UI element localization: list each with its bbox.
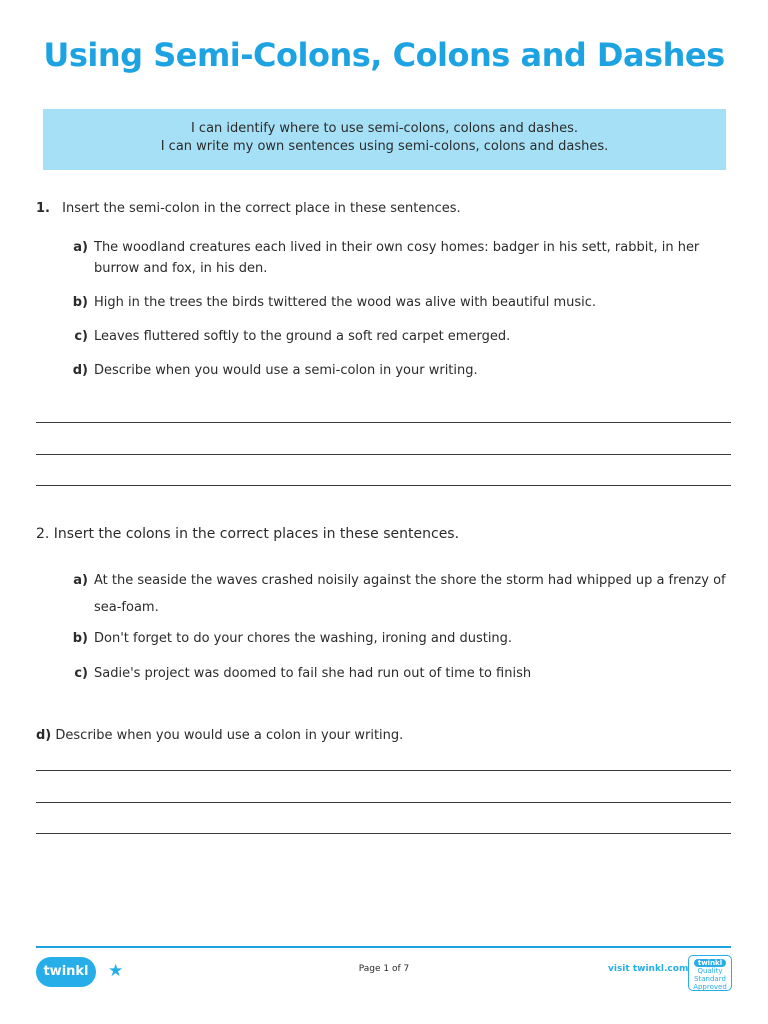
badge-logo: twinkl xyxy=(694,959,726,967)
item-text: Don't forget to do your chores the washing, ironing and dusting. xyxy=(94,631,513,646)
item-letter: b) xyxy=(72,631,88,646)
question-1-item-d xyxy=(57,360,737,381)
answer-line[interactable] xyxy=(36,454,731,455)
question-1-item-b xyxy=(57,292,737,313)
page-title: Using Semi-Colons, Colons and Dashes xyxy=(43,36,725,74)
objective-2: I can write my own sentences using semi-colons, colons and dashes. xyxy=(160,139,609,154)
question-1-heading xyxy=(36,201,461,216)
badge-line-2: Approved xyxy=(693,983,727,991)
objective-1: I can identify where to use semi-colons, colons and dashes. xyxy=(190,121,579,136)
answer-line[interactable] xyxy=(36,802,731,803)
item-letter: c) xyxy=(74,666,88,681)
badge-line-1: Quality Standard xyxy=(694,967,726,983)
footer-divider xyxy=(36,946,731,948)
question-1-prompt: Insert the semi-colon in the correct place in these sentences. xyxy=(62,201,461,216)
twinkl-logo[interactable]: twinkl xyxy=(36,957,96,987)
item-letter: a) xyxy=(73,573,88,588)
quality-badge xyxy=(688,955,732,991)
answer-line[interactable] xyxy=(36,833,731,834)
question-2-item-b xyxy=(57,628,737,649)
item-letter: a) xyxy=(73,240,88,255)
question-1-item-a xyxy=(57,237,737,279)
item-letter: d) xyxy=(36,728,52,743)
learning-objectives-box xyxy=(43,109,726,170)
item-letter: b) xyxy=(72,295,88,310)
question-2-heading: 2. Insert the colons in the correct places in these sentences. xyxy=(36,526,460,542)
page-number: Page 1 of 7 xyxy=(358,964,410,974)
item-text: Leaves fluttered softly to the ground a soft red carpet emerged. xyxy=(94,329,511,344)
question-2-item-a xyxy=(57,567,737,621)
item-text: High in the trees the birds twittered the wood was alive with beautiful music. xyxy=(94,295,597,310)
answer-line[interactable] xyxy=(36,422,731,423)
item-text: Describe when you would use a semi-colon in your writing. xyxy=(94,363,478,378)
question-1-item-c xyxy=(57,326,737,347)
answer-line[interactable] xyxy=(36,485,731,486)
item-letter: d) xyxy=(72,363,88,378)
item-letter: c) xyxy=(74,329,88,344)
question-2-item-c xyxy=(57,663,737,684)
question-1-number: 1. xyxy=(36,201,50,216)
visit-link[interactable]: visit twinkl.com xyxy=(608,964,689,974)
item-text: Describe when you would use a colon in your writing. xyxy=(55,728,404,743)
star-icon[interactable]: ★ xyxy=(108,961,124,981)
item-text: At the seaside the waves crashed noisily against the shore the storm had whipped up a frenzy of sea-foam. xyxy=(94,573,726,615)
answer-line[interactable] xyxy=(36,770,731,771)
question-2-item-d xyxy=(36,728,403,743)
item-text: Sadie's project was doomed to fail she had run out of time to finish xyxy=(94,666,532,681)
item-text: The woodland creatures each lived in their own cosy homes: badger in his sett, rabbit, in her burrow and fox, in his den. xyxy=(94,240,700,276)
